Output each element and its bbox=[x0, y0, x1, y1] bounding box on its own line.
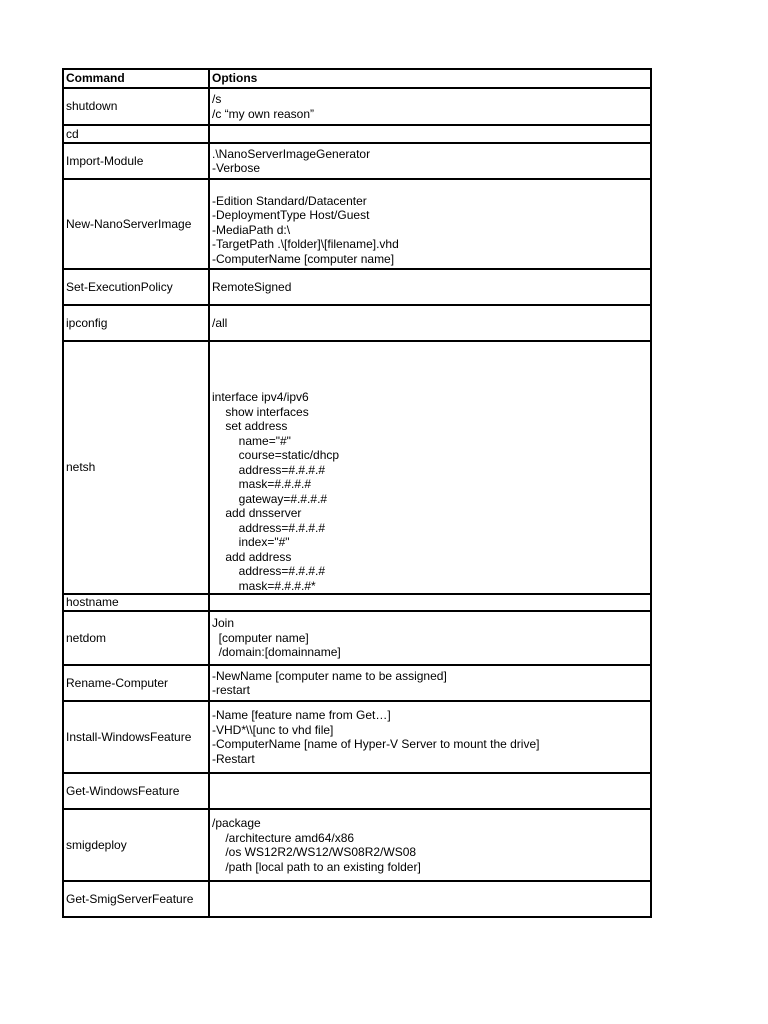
table-row bbox=[63, 143, 651, 179]
options-cell: -Edition Standard/Datacenter -DeploymentType Host/Guest -MediaPath d:\ -TargetPath .\[folder]\[filename].vhd -ComputerName [computer name] bbox=[209, 179, 651, 269]
options-cell bbox=[209, 773, 651, 809]
header-options: Options bbox=[209, 69, 651, 88]
command-cell: ipconfig bbox=[63, 305, 209, 341]
table-row bbox=[63, 773, 651, 809]
command-cell: Set-ExecutionPolicy bbox=[63, 269, 209, 305]
command-cell: Get-WindowsFeature bbox=[63, 773, 209, 809]
command-cell: Get-SmigServerFeature bbox=[63, 881, 209, 917]
table-row bbox=[63, 665, 651, 701]
table-row bbox=[63, 88, 651, 125]
table-row bbox=[63, 594, 651, 611]
options-cell: -NewName [computer name to be assigned] -restart bbox=[209, 665, 651, 701]
options-cell: /s /c “my own reason” bbox=[209, 88, 651, 125]
options-cell: .\NanoServerImageGenerator -Verbose bbox=[209, 143, 651, 179]
table-row bbox=[63, 179, 651, 269]
table-row bbox=[63, 809, 651, 881]
options-cell: RemoteSigned bbox=[209, 269, 651, 305]
options-cell: -Name [feature name from Get…] -VHD*\\[unc to vhd file] -ComputerName [name of Hyper-V Server to mount the drive] -Restart bbox=[209, 701, 651, 773]
command-cell: hostname bbox=[63, 594, 209, 611]
table-row bbox=[63, 881, 651, 917]
command-cell: New-NanoServerImage bbox=[63, 179, 209, 269]
command-cell: cd bbox=[63, 125, 209, 143]
options-cell: /all bbox=[209, 305, 651, 341]
command-cell: Rename-Computer bbox=[63, 665, 209, 701]
options-cell bbox=[209, 881, 651, 917]
table-row bbox=[63, 269, 651, 305]
command-table bbox=[62, 68, 652, 918]
table-row bbox=[63, 125, 651, 143]
command-cell: smigdeploy bbox=[63, 809, 209, 881]
table-row bbox=[63, 611, 651, 665]
table-row bbox=[63, 305, 651, 341]
table-row bbox=[63, 701, 651, 773]
command-cell: Install-WindowsFeature bbox=[63, 701, 209, 773]
command-cell: netdom bbox=[63, 611, 209, 665]
options-cell: Join [computer name] /domain:[domainname] bbox=[209, 611, 651, 665]
command-cell: shutdown bbox=[63, 88, 209, 125]
options-cell bbox=[209, 125, 651, 143]
options-cell: /package /architecture amd64/x86 /os WS12R2/WS12/WS08R2/WS08 /path [local path to an existing folder] bbox=[209, 809, 651, 881]
table-header-row bbox=[63, 69, 651, 88]
table-row bbox=[63, 341, 651, 594]
command-cell: Import-Module bbox=[63, 143, 209, 179]
header-command: Command bbox=[63, 69, 209, 88]
command-sheet bbox=[62, 68, 648, 918]
command-cell: netsh bbox=[63, 341, 209, 594]
options-cell: interface ipv4/ipv6 show interfaces set address name="#" course=static/dhcp address=#.#.#.# mask=#.#.#.# gateway=#.#.#.# add dnsserver address=#.#.#.# index="#" add address address=#.#.#.# mask=#.#.#.#* bbox=[209, 341, 651, 594]
options-cell bbox=[209, 594, 651, 611]
